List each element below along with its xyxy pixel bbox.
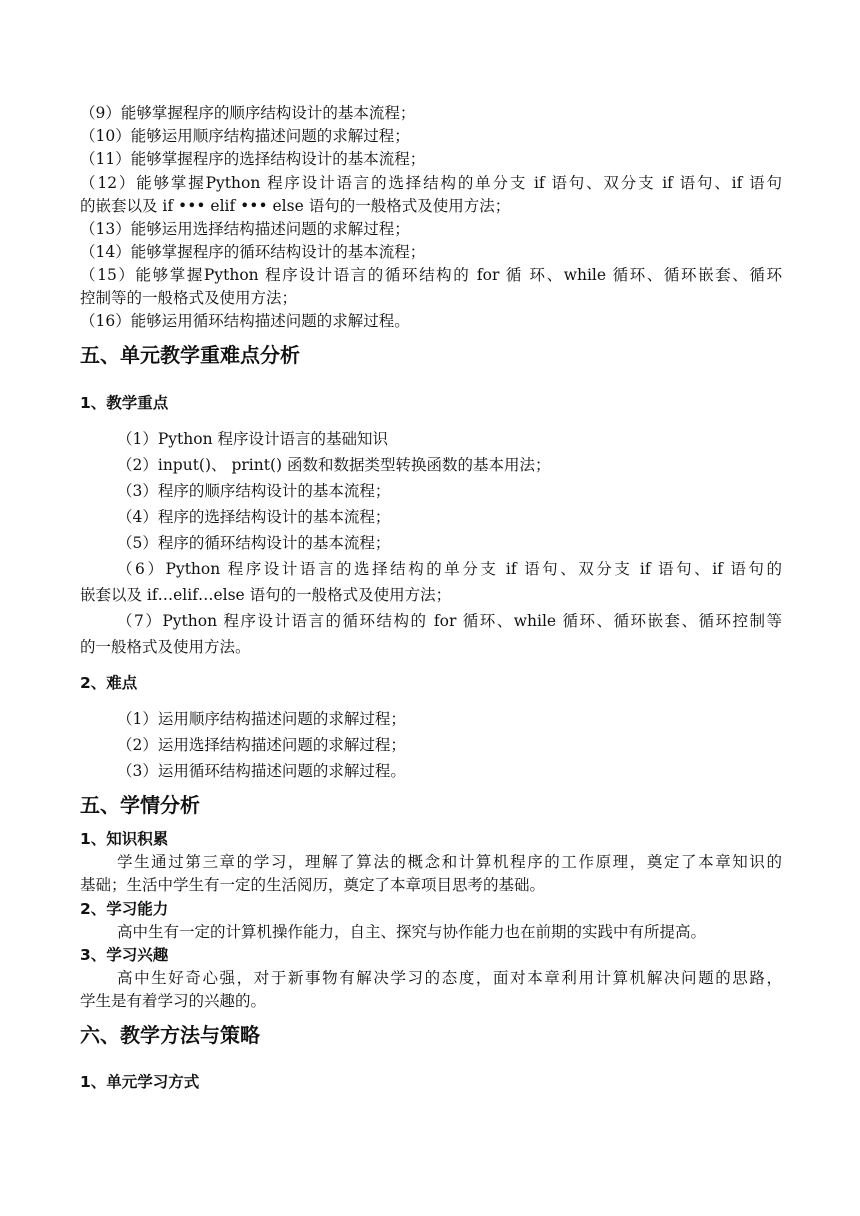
knowledge-line-2: 基础；生活中学生有一定的生活阅历，奠定了本章项目思考的基础。 [80, 876, 546, 894]
focus-item-2: （2）input()、 print() 函数和数据类型转换函数的基本用法； [117, 456, 551, 474]
interest-line-2: 学生是有着学习的兴趣的。 [80, 992, 267, 1010]
focus-item-4: （4）程序的选择结构设计的基本流程； [117, 508, 391, 526]
focus-item-6-line-1: （6）Python 程序设计语言的选择结构的单分支 if 语句、双分支 if 语句、if 语句的 [117, 560, 782, 578]
ability-line-1: 高中生有一定的计算机操作能力，自主、探究与协作能力也在前期的实践中有所提高。 [117, 923, 707, 941]
focus-item-3: （3）程序的顺序结构设计的基本流程； [117, 482, 391, 500]
section-title-student-analysis: 五、学情分析 [80, 793, 200, 817]
objective-item-10: （10）能够运用顺序结构描述问题的求解过程； [80, 127, 410, 145]
knowledge-line-1: 学生通过第三章的学习，理解了算法的概念和计算机程序的工作原理，奠定了本章知识的 [117, 853, 782, 871]
interest-line-1: 高中生好奇心强，对于新事物有解决学习的态度，面对本章利用计算机解决问题的思路， [117, 969, 782, 987]
focus-item-1: （1）Python 程序设计语言的基础知识 [117, 430, 389, 448]
objective-item-16: （16）能够运用循环结构描述问题的求解过程。 [80, 312, 410, 330]
objective-item-15-line-2: 控制等的一般格式及使用方法； [80, 289, 298, 307]
subheading-learning-mode: 1、单元学习方式 [80, 1073, 200, 1091]
focus-item-6-line-2: 嵌套以及 if…elif…else 语句的一般格式及使用方法； [80, 586, 452, 604]
focus-item-5: （5）程序的循环结构设计的基本流程； [117, 534, 391, 552]
focus-item-7-line-1: （7）Python 程序设计语言的循环结构的 for 循环、while 循环、循环嵌套、循环控制等 [117, 612, 782, 630]
objective-item-9: （9）能够掌握程序的顺序结构设计的基本流程； [80, 104, 416, 122]
objective-item-12-line-2: 的嵌套以及 if ••• elif ••• else 语句的一般格式及使用方法； [80, 197, 511, 215]
objective-item-14: （14）能够掌握程序的循环结构设计的基本流程； [80, 243, 426, 261]
objective-item-15-line-1: （15）能够掌握Python 程序设计语言的循环结构的 for 循 环、while 循环、循环嵌套、循环 [80, 266, 782, 284]
difficulty-item-3: （3）运用循环结构描述问题的求解过程。 [117, 762, 406, 780]
subheading-knowledge: 1、知识积累 [80, 830, 169, 848]
subheading-learning-interest: 3、学习兴趣 [80, 946, 169, 964]
objective-item-13: （13）能够运用选择结构描述问题的求解过程； [80, 220, 410, 238]
subheading-difficulties: 2、难点 [80, 674, 138, 692]
section-title-key-points: 五、单元教学重难点分析 [80, 343, 300, 367]
difficulty-item-2: （2）运用选择结构描述问题的求解过程； [117, 736, 406, 754]
focus-item-7-line-2: 的一般格式及使用方法。 [80, 638, 251, 656]
objective-item-11: （11）能够掌握程序的选择结构设计的基本流程； [80, 150, 426, 168]
section-title-methods: 六、教学方法与策略 [80, 1023, 260, 1047]
subheading-learning-ability: 2、学习能力 [80, 900, 169, 918]
difficulty-item-1: （1）运用顺序结构描述问题的求解过程； [117, 710, 406, 728]
subheading-teaching-focus: 1、教学重点 [80, 394, 169, 412]
objective-item-12-line-1: （12）能够掌握Python 程序设计语言的选择结构的单分支 if 语句、双分支 if 语句、if 语句 [80, 174, 782, 192]
